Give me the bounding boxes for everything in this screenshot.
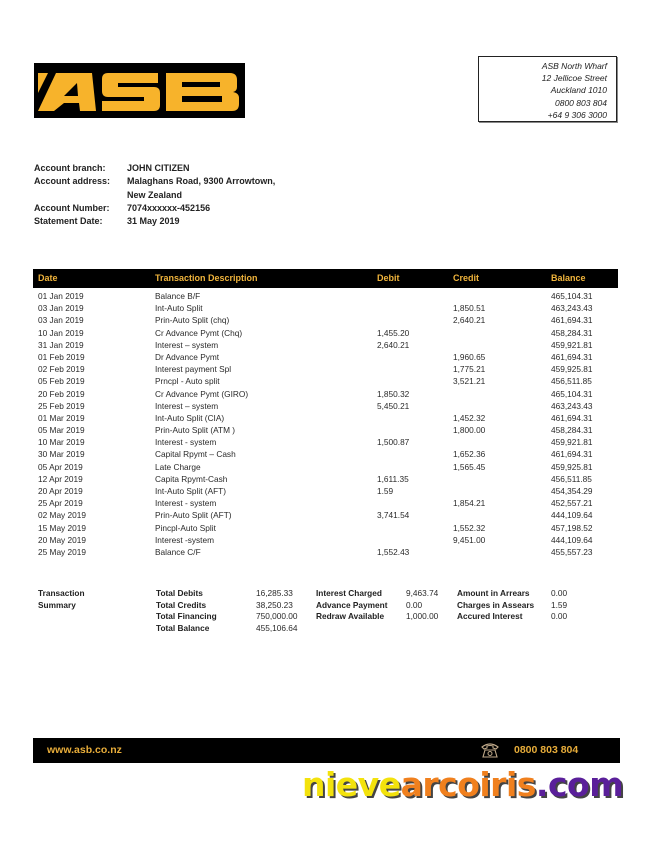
account-address-line2: New Zealand (127, 189, 183, 200)
cell-balance: 454,354.29 (551, 486, 593, 496)
table-row (33, 522, 618, 534)
cell-balance: 459,921.81 (551, 437, 593, 448)
total-credits-value: 38,250.23 (256, 599, 293, 610)
cell-date: 20 May 2019 (38, 534, 86, 545)
website-link[interactable]: www.asb.co.nz (47, 744, 122, 756)
watermark-part-arcoiris: arcoiris (400, 765, 536, 804)
cell-credit: 3,521.21 (453, 376, 486, 387)
table-row (33, 388, 618, 400)
cell-description: Late Charge (155, 461, 201, 472)
cell-balance: 461,694.31 (551, 449, 593, 460)
cell-balance: 459,925.81 (551, 364, 593, 375)
table-row (33, 314, 618, 326)
cell-description: Prin-Auto Split (chq) (155, 315, 230, 326)
cell-balance: 444,109.64 (551, 534, 593, 545)
cell-balance: 459,925.81 (551, 461, 593, 472)
cell-balance: 463,243.43 (551, 303, 593, 314)
table-row (33, 363, 618, 375)
statement-date-value: 31 May 2019 (127, 216, 180, 227)
cell-date: 05 Apr 2019 (38, 461, 83, 472)
cell-description: Interest – system (155, 400, 219, 411)
table-row (33, 436, 618, 448)
table-row (33, 327, 618, 339)
table-row (33, 546, 618, 558)
telephone-icon (480, 742, 500, 758)
cell-date: 05 Feb 2019 (38, 376, 85, 387)
cell-description: Prncpl - Auto split (155, 376, 220, 387)
cell-credit: 1,850.51 (453, 303, 486, 314)
cell-description: Cr Advance Pymt (GIRO) (155, 388, 249, 399)
table-row (33, 412, 618, 424)
interest-charged-label: Interest Charged (316, 588, 382, 598)
account-address-label: Account address: (34, 176, 111, 187)
summary-title-line1: Transaction (38, 588, 85, 598)
table-row (33, 290, 618, 302)
cell-date: 03 Jan 2019 (38, 315, 84, 326)
cell-balance: 457,198.52 (551, 522, 593, 533)
cell-description: Capita Rpymt-Cash (155, 473, 228, 484)
cell-balance: 444,109.64 (551, 510, 593, 521)
cell-description: Int-Auto Split (155, 303, 203, 314)
table-row (33, 509, 618, 521)
cell-date: 02 Feb 2019 (38, 364, 85, 375)
asb-logo-icon (34, 63, 245, 118)
cell-debit: 3,741.54 (377, 510, 410, 521)
table-row (33, 485, 618, 497)
cell-balance: 465,104.31 (551, 388, 593, 399)
cell-balance: 452,557.21 (551, 498, 593, 509)
total-financing-value: 750,000.00 (256, 611, 298, 621)
cell-balance: 458,284.31 (551, 327, 593, 338)
cell-balance: 456,511.85 (551, 376, 592, 387)
cell-balance: 456,511.85 (551, 473, 592, 484)
table-row (33, 375, 618, 387)
cell-credit: 1,775.21 (453, 364, 486, 375)
advance-payment-label: Advance Payment (316, 599, 388, 610)
charges-in-arrears-label: Charges in Assears (457, 599, 535, 610)
cell-description: Balance B/F (155, 291, 201, 301)
cell-debit: 1,552.43 (377, 546, 410, 557)
amount-in-arrears-label: Amount in Arrears (457, 588, 530, 598)
cell-credit: 1,565.45 (453, 461, 486, 472)
cell-description: Prin-Auto Split (ATM ) (155, 425, 236, 436)
cell-date: 10 Jan 2019 (38, 327, 84, 338)
cell-balance: 461,694.31 (551, 315, 593, 326)
transactions-table-header (33, 269, 618, 288)
header-credit: Credit (453, 273, 480, 283)
header-debit: Debit (377, 273, 400, 283)
cell-credit: 1,452.32 (453, 412, 486, 423)
cell-credit: 1,960.65 (453, 351, 486, 362)
amount-in-arrears-value: 0.00 (551, 588, 568, 598)
total-balance-label: Total Balance (156, 622, 210, 633)
cell-date: 30 Mar 2019 (38, 449, 85, 460)
table-row (33, 351, 618, 363)
cell-date: 10 Mar 2019 (38, 437, 85, 448)
interest-charged-value: 9,463.74 (406, 588, 439, 598)
cell-date: 05 Mar 2019 (38, 425, 85, 436)
cell-date: 15 May 2019 (38, 522, 86, 533)
table-row (33, 400, 618, 412)
cell-date: 01 Jan 2019 (38, 291, 84, 301)
cell-description: Prin-Auto Split (AFT) (155, 510, 232, 521)
redraw-available-value: 1,000.00 (406, 611, 439, 621)
total-balance-value: 455,106.64 (256, 622, 298, 633)
accrued-interest-label: Accured Interest (457, 611, 523, 621)
cell-date: 02 May 2019 (38, 510, 86, 521)
cell-date: 12 Apr 2019 (38, 473, 83, 484)
cell-debit: 2,640.21 (377, 339, 410, 350)
redraw-available-label: Redraw Available (316, 611, 385, 621)
cell-description: Interest – system (155, 339, 219, 350)
account-number-label: Account Number: (34, 202, 110, 213)
table-row (33, 534, 618, 546)
watermark-part-nieve: nieve (302, 765, 401, 804)
cell-balance: 465,104.31 (551, 291, 593, 301)
header-description: Transaction Description (155, 273, 258, 283)
advance-payment-value: 0.00 (406, 599, 423, 610)
phone-number: 0800 803 804 (514, 744, 579, 756)
table-row (33, 473, 618, 485)
address-line: Auckland 1010 (550, 85, 607, 96)
table-row (33, 339, 618, 351)
cell-description: Capital Rpymt – Cash (155, 449, 236, 460)
cell-credit: 1,552.32 (453, 522, 486, 533)
cell-date: 25 May 2019 (38, 546, 86, 557)
table-row (33, 302, 618, 314)
cell-credit: 1,800.00 (453, 425, 486, 436)
total-credits-label: Total Credits (156, 599, 207, 610)
table-row (33, 424, 618, 436)
cell-date: 20 Apr 2019 (38, 486, 83, 496)
cell-description: Dr Advance Pymt (155, 351, 220, 362)
cell-description: Interest payment Spl (155, 364, 232, 375)
charges-in-arrears-value: 1.59 (551, 599, 568, 610)
statement-date-label: Statement Date: (34, 216, 103, 227)
cell-balance: 461,694.31 (551, 412, 593, 423)
cell-balance: 455,557.23 (551, 546, 593, 557)
footer-bar (33, 738, 620, 763)
total-debits-label: Total Debits (156, 588, 203, 598)
cell-credit: 2,640.21 (453, 315, 486, 326)
accrued-interest-value: 0.00 (551, 611, 568, 621)
cell-debit: 1,500.87 (377, 437, 410, 448)
cell-description: Int-Auto Split (CIA) (155, 412, 225, 423)
cell-debit: 1,455.20 (377, 327, 410, 338)
transactions-table-body (33, 290, 618, 558)
cell-credit: 9,451.00 (453, 534, 486, 545)
cell-description: Cr Advance Pymt (Chq) (155, 327, 243, 338)
account-branch-label: Account branch: (34, 163, 106, 173)
watermark-part-com: .com (535, 765, 624, 804)
table-row (33, 497, 618, 509)
cell-credit: 1,854.21 (453, 498, 486, 509)
cell-date: 01 Mar 2019 (38, 412, 85, 423)
address-line: 12 Jellicoe Street (541, 73, 607, 84)
branch-address-box (478, 56, 617, 122)
cell-date: 25 Feb 2019 (38, 400, 85, 411)
account-branch-value: JOHN CITIZEN (127, 163, 190, 173)
cell-debit: 5,450.21 (377, 400, 410, 411)
cell-date: 25 Apr 2019 (38, 498, 83, 509)
table-row (33, 448, 618, 460)
total-debits-value: 16,285.33 (256, 588, 293, 598)
cell-description: Int-Auto Split (AFT) (155, 486, 227, 496)
total-financing-label: Total Financing (156, 611, 217, 621)
cell-credit: 1,652.36 (453, 449, 486, 460)
cell-description: Balance C/F (155, 546, 201, 557)
cell-date: 01 Feb 2019 (38, 351, 85, 362)
cell-balance: 461,694.31 (551, 351, 593, 362)
account-info (34, 162, 275, 228)
cell-description: Interest - system (155, 498, 217, 509)
watermark (302, 765, 623, 805)
account-number-value: 7074xxxxxx-452156 (127, 202, 211, 213)
table-row (33, 461, 618, 473)
cell-debit: 1,611.35 (377, 473, 409, 484)
cell-balance: 458,284.31 (551, 425, 593, 436)
cell-description: Interest - system (155, 437, 217, 448)
cell-date: 31 Jan 2019 (38, 339, 84, 350)
address-line: 0800 803 804 (555, 97, 607, 108)
cell-description: Pincpl-Auto Split (155, 522, 216, 533)
cell-balance: 463,243.43 (551, 400, 593, 411)
cell-description: Interest -system (155, 534, 215, 545)
account-address-line1: Malaghans Road, 9300 Arrowtown, (127, 176, 276, 187)
summary-title-line2: Summary (38, 599, 76, 610)
address-line: ASB North Wharf (541, 61, 607, 71)
cell-date: 20 Feb 2019 (38, 388, 85, 399)
address-line: +64 9 306 3000 (547, 109, 607, 120)
header-balance: Balance (551, 273, 586, 283)
cell-debit: 1.59 (377, 486, 394, 496)
cell-date: 03 Jan 2019 (38, 303, 84, 314)
cell-debit: 1,850.32 (377, 388, 410, 399)
header-date: Date (38, 273, 58, 283)
cell-balance: 459,921.81 (551, 339, 593, 350)
asb-logo (34, 63, 245, 118)
